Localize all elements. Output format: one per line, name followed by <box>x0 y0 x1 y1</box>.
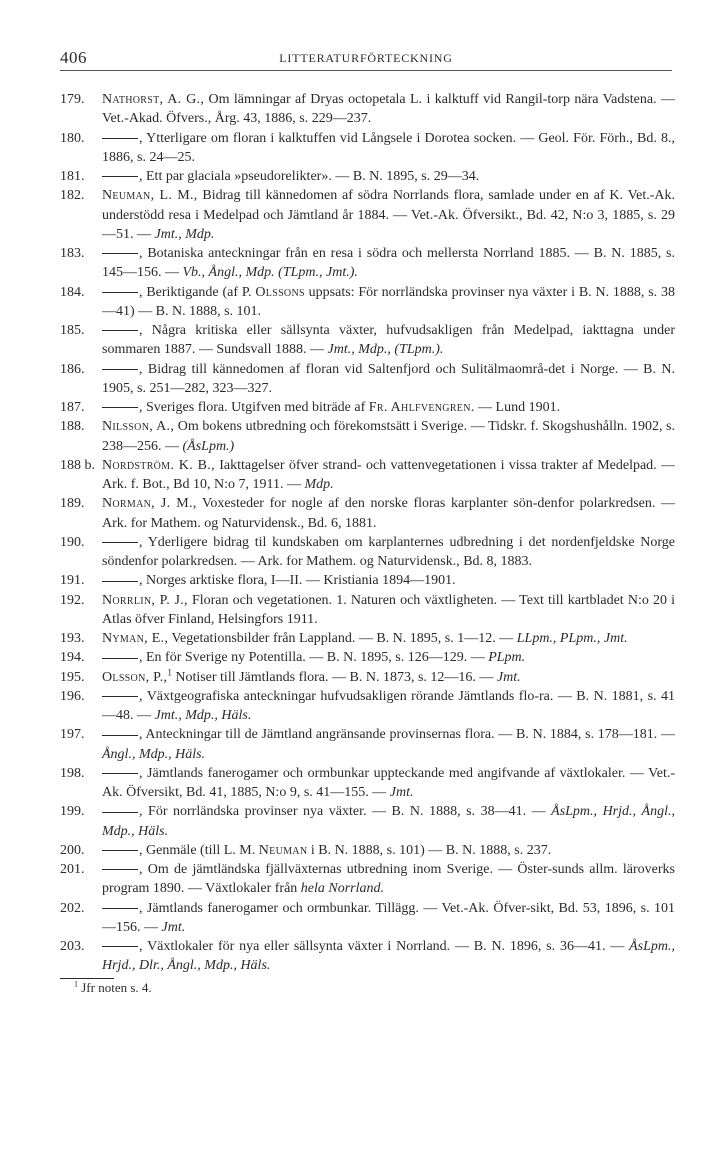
entry-author: Olssons <box>255 284 305 300</box>
entry-number: 187. <box>60 400 85 415</box>
entry-text: Floran och vegetationen. 1. Naturen och växtligheten. — Text till kartbladet N:o 20 i Atlas öfver Finland, Helsingfors 1911. <box>102 592 676 627</box>
bibliography-list <box>60 90 675 976</box>
entry-number: 194. <box>60 650 85 666</box>
ditto-dash <box>102 581 138 582</box>
entry-text: , Jämtlands fanerogamer och ormbunkar. Tillägg. — Vet.-Ak. Öfver-sikt, Bd. 53, 1896, s. 101—156. — <box>102 900 675 935</box>
bibliography-entry <box>60 860 675 899</box>
entry-text: uppsats: För norrländska provinser nya växter i B. N. 1888, s. 38—41) — B. N. 1888, s. 101. <box>102 284 675 319</box>
entry-author: Norman, J. M., <box>102 496 197 512</box>
entry-number: 191. <box>60 573 85 589</box>
bibliography-entry <box>60 321 675 360</box>
page-number: 406 <box>60 48 87 67</box>
entry-author: Fr. Ahlfvengren. <box>368 400 475 415</box>
entry-text-pre: , Sveriges flora. Utgifven med biträde af <box>139 400 366 415</box>
bibliography-entry <box>60 629 675 648</box>
entry-number: 181. <box>60 169 85 184</box>
entry-author: Neuman <box>258 842 308 858</box>
province-abbreviations: PLpm. <box>488 650 526 666</box>
entry-text: , En för Sverige ny Potentilla. — B. N. 1895, s. 126—129. — <box>139 650 485 666</box>
ditto-dash <box>102 869 138 870</box>
bibliography-entry <box>60 802 675 841</box>
footnote-marker: 1 <box>74 979 78 989</box>
ditto-dash <box>102 253 138 254</box>
entry-author: Nilsson, A., <box>102 419 175 435</box>
entry-number: 198. <box>60 765 85 781</box>
entry-number: 196. <box>60 688 85 704</box>
bibliography-entry <box>60 494 675 533</box>
entry-text: , Yderligere bidrag til kundskaben om karplanternes udbredning i det nordenfjeldske Norge söndenfor polarkredsen. — Ark. for Mathem. og Naturvidensk., Bd. 8, 1883. <box>102 534 675 569</box>
province-abbreviations: Jmt. <box>389 785 414 800</box>
entry-number: 185. <box>60 323 85 338</box>
bibliography-entry <box>60 360 675 399</box>
ditto-dash <box>102 369 138 370</box>
footnote <box>74 979 152 997</box>
entry-text: Notiser till Jämtlands flora. — B. N. 1873, s. 12—16. — <box>175 669 494 685</box>
bibliography-entry <box>60 764 675 803</box>
entry-text: , Om de jämtländska fjällväxternas utbredning inom Sverige. — Öster-sunds allm. läroverks program 1890. — Växtlokaler från <box>102 862 675 897</box>
ditto-dash <box>102 176 138 177</box>
entry-text: Om lämningar af Dryas octopetala L. i kalktuff vid Rangil-torp nära Vadstena. — Vet.-Akad. Öfvers., Årg. 43, 1886, s. 229—237. <box>102 92 675 127</box>
entry-number: 190. <box>60 534 85 550</box>
footnote-ref: 1 <box>167 666 172 677</box>
ditto-dash <box>102 292 138 293</box>
bibliography-entry <box>60 456 675 495</box>
province-abbreviations: Jmt., Mdp., Häls. <box>154 708 252 723</box>
entry-number: 189. <box>60 496 85 512</box>
entry-text: Voxesteder for nogle af den norske floras karplanter sön-denfor polarkredsen. — Ark. for Mathem. og Naturvidensk., Bd. 6, 1881. <box>102 496 675 531</box>
bibliography-entry <box>60 417 675 456</box>
ditto-dash <box>102 696 138 697</box>
entry-number: 203. <box>60 939 85 954</box>
entry-text: , För norrländska provinser nya växter. — B. N. 1888, s. 38—41. — <box>139 804 546 820</box>
bibliography-entry <box>60 167 675 186</box>
bibliography-entry <box>60 533 675 572</box>
province-abbreviations: Jmt., Mdp., (TLpm.). <box>327 342 444 358</box>
entry-number: 199. <box>60 804 85 820</box>
bibliography-entry <box>60 648 675 667</box>
entry-text-pre: , Genmäle (till L. M. <box>139 842 256 858</box>
entry-number: 193. <box>60 631 85 646</box>
bibliography-entry <box>60 90 675 129</box>
entry-author: Nordström. K. B., <box>102 457 215 473</box>
ditto-dash <box>102 812 138 813</box>
bibliography-entry <box>60 186 675 244</box>
province-abbreviations: Ångl., Mdp., Häls. <box>102 746 206 762</box>
entry-text: Bidrag till kännedomen af södra Norrlands flora, samlade under en af K. Vet.-Ak. understödd resa i Medelpad och Jämtland år 1884. — Vet.-Ak. Öfversikt., Bd. 42, N:o 3, 1885, s. 29—51. — <box>102 188 676 242</box>
ditto-dash <box>102 773 138 774</box>
ditto-dash <box>102 908 138 909</box>
ditto-dash <box>102 946 138 947</box>
entry-text: — Lund 1901. <box>478 400 561 415</box>
province-abbreviations: ÅsLpm., Hrjd., Ångl., Mdp., Häls. <box>102 804 675 839</box>
entry-number: 197. <box>60 727 85 743</box>
bibliography-entry <box>60 571 675 590</box>
bibliography-entry <box>60 841 675 860</box>
entry-text-pre: , Beriktigande (af P. <box>139 284 252 300</box>
entry-text: , Bidrag till kännedomen af floran vid Saltenfjord och Sulitälmaområ-det i Norge. — B. N. 1905, s. 251—282, 323—327. <box>102 361 675 396</box>
bibliography-entry <box>60 899 675 938</box>
entry-text: , Växtlokaler för nya eller sällsynta växter i Norrland. — B. N. 1896, s. 36—41. — <box>139 939 625 954</box>
entry-text: , Norges arktiske flora, I—II. — Kristiania 1894—1901. <box>139 573 456 589</box>
ditto-dash <box>102 850 138 851</box>
running-head <box>60 48 672 68</box>
entry-number: 188. <box>60 419 85 435</box>
bibliography-entry <box>60 244 675 283</box>
entry-text: Om bokens utbredning och förekomstsätt i Sverige. — Tidskr. f. Skogshushålln. 1902, s. 238—256. — <box>102 419 675 454</box>
entry-number: 200. <box>60 842 85 858</box>
ditto-dash <box>102 542 138 543</box>
province-abbreviations: ÅsLpm., Hrjd., Dlr., Ångl., Mdp., Häls. <box>102 939 675 974</box>
province-abbreviations: (ÅsLpm.) <box>182 438 235 454</box>
entry-number: 201. <box>60 862 85 877</box>
bibliography-entry <box>60 591 675 630</box>
province-abbreviations: LLpm., PLpm., Jmt. <box>516 631 628 646</box>
ditto-dash <box>102 138 138 139</box>
ditto-dash <box>102 330 138 331</box>
entry-author: Norrlin, P. J., <box>102 592 188 608</box>
entry-number: 184. <box>60 284 85 300</box>
entry-number: 192. <box>60 592 85 608</box>
entry-author: Nyman, E., <box>102 631 169 646</box>
running-title: LITTERATURFÖRTECKNING <box>279 51 453 65</box>
entry-text: , Växtgeografiska anteckningar hufvudsakligen rörande Jämtlands flo-ra. — B. N. 1881, s. 41—48. — <box>102 688 675 723</box>
entry-text: , Ytterligare om floran i kalktuffen vid Långsele i Dorotea socken. — Geol. För. Förh., Bd. 8., 1886, s. 24—25. <box>102 130 675 165</box>
entry-text: Iakttagelser öfver strand- och vattenvegetationen i vissa trakter af Medelpad. — Ark. f. Bot., Bd 10, N:o 7, 1911. — <box>102 457 676 492</box>
entry-author: Nathorst, A. G., <box>102 92 205 107</box>
entry-text: , Jämtlands fanerogamer och ormbunkar uppteckande med angifvande af växtlokaler. — Vet.-Ak. Öfversikt, Bd. 41, 1885, N:o 9, s. 41—155. — <box>102 765 675 800</box>
ditto-dash <box>102 407 138 408</box>
province-abbreviations: Jmt. <box>161 919 186 935</box>
entry-number: 195. <box>60 669 85 685</box>
province-abbreviations: Mdp. <box>304 477 334 492</box>
entry-number: 188 b. <box>60 457 95 473</box>
bibliography-entry <box>60 937 675 976</box>
entry-author: Olsson, P., <box>102 669 168 685</box>
bibliography-entry <box>60 283 675 322</box>
bibliography-entry <box>60 668 675 687</box>
entry-text: , Anteckningar till de Jämtland angränsande provinsernas flora. — B. N. 1884, s. 178—181. — <box>139 727 675 743</box>
footnote-text: Jfr noten s. 4. <box>81 980 152 995</box>
entry-text: , Botaniska anteckningar från en resa i södra och mellersta Norrland 1885. — B. N. 1885, s. 145—156. — <box>102 246 675 281</box>
entry-number: 179. <box>60 92 85 107</box>
entry-number: 186. <box>60 361 85 377</box>
province-abbreviations: Vb., Ångl., Mdp. (TLpm., Jmt.). <box>182 265 358 281</box>
province-abbreviations: Jmt. <box>496 669 521 685</box>
header-rule <box>60 70 672 71</box>
bibliography-entry <box>60 725 675 764</box>
ditto-dash <box>102 735 138 736</box>
entry-author: Neuman, L. M., <box>102 188 198 204</box>
bibliography-entry <box>60 687 675 726</box>
province-abbreviations: Jmt., Mdp. <box>154 226 215 242</box>
ditto-dash <box>102 658 138 659</box>
entry-number: 202. <box>60 900 85 916</box>
entry-text: i B. N. 1888, s. 101) — B. N. 1888, s. 237. <box>310 842 552 858</box>
entry-number: 182. <box>60 188 85 204</box>
entry-number: 183. <box>60 246 85 261</box>
entry-text: , Ett par glaciala »pseudorelikter». — B. N. 1895, s. 29—34. <box>139 169 480 184</box>
entry-text: , Några kritiska eller sällsynta växter, hufvudsakligen från Medelpad, iakttagna under sommaren 1887. — Sundsvall 1888. — <box>102 323 675 358</box>
entry-text: Vegetationsbilder från Lappland. — B. N. 1895, s. 1—12. — <box>171 631 514 646</box>
bibliography-entry <box>60 398 675 417</box>
province-abbreviations: hela Norrland. <box>300 881 385 897</box>
entry-number: 180. <box>60 130 85 146</box>
bibliography-entry <box>60 129 675 168</box>
